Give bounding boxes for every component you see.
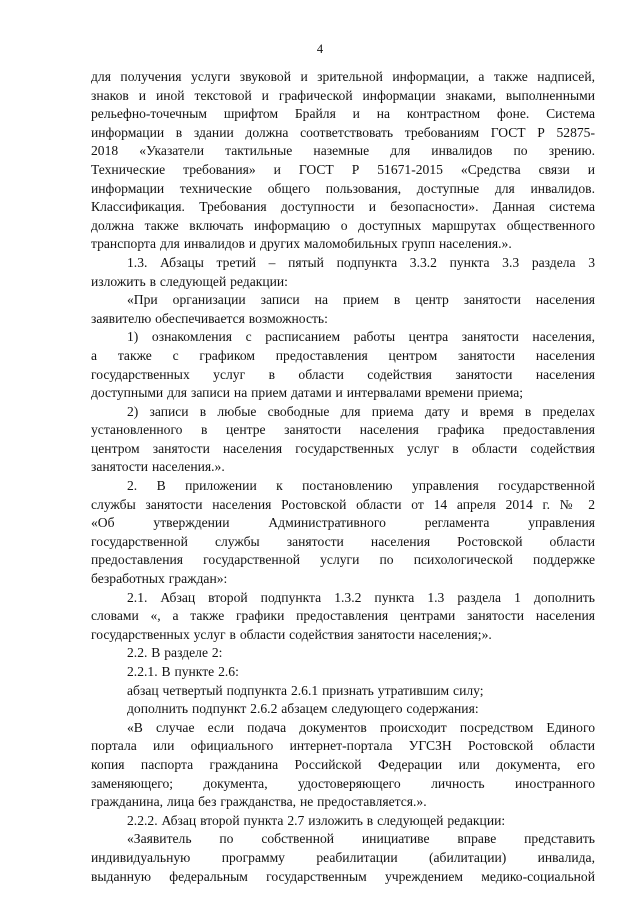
text-line: 2) записи в любые свободные для приема дату и время в пределах: [127, 403, 595, 419]
text-line: службы занятости населения Ростовской области от 14 апреля 2014 г. № 2: [91, 496, 595, 512]
text-line: «Об утверждении Административного регламента управления: [91, 515, 595, 531]
text-line: 1.3. Абзацы третий – пятый подпункта 3.3.2 пункта 3.3 раздела 3: [127, 254, 595, 270]
page-number: 4: [316, 42, 324, 56]
text-line: информации технические общего пользования, доступные для инвалидов.: [91, 180, 595, 196]
text-line: 2.2.2. Абзац второй пункта 2.7 изложить в следующей редакции:: [127, 812, 506, 828]
text-line: словами «, а также графики предоставления центрами занятости населения: [91, 608, 595, 624]
text-line: индивидуальную программу реабилитации (абилитации) инвалида,: [91, 849, 595, 865]
text-line: безработных граждан»:: [91, 571, 228, 587]
text-line: транспорта для инвалидов и других маломобильных групп населения.».: [91, 236, 512, 252]
text-line: Технические требования» и ГОСТ Р 51671-2015 «Средства связи и: [91, 161, 595, 177]
text-line: дополнить подпункт 2.6.2 абзацем следующего содержания:: [127, 701, 479, 717]
text-line: копия паспорта гражданина Российской Федерации или документа, его: [91, 756, 595, 772]
text-line: доступными для записи на прием датами и интервалами времени приема;: [91, 385, 524, 401]
text-line: государственных услуг в области содействия занятости населения;».: [91, 626, 492, 642]
text-line: для получения услуги звуковой и зрительной информации, а также надписей,: [91, 69, 595, 84]
text-line: 2. В приложении к постановлению управления государственной: [127, 478, 595, 494]
text-line: установленного в центре занятости населения графика предоставления: [91, 422, 595, 438]
text-line: 2018 «Указатели тактильные наземные для инвалидов по зрению.: [91, 143, 595, 159]
text-line: изложить в следующей редакции:: [91, 273, 288, 289]
text-line: информации в здании должна соответствовать требованиям ГОСТ Р 52875-: [91, 124, 595, 140]
text-line: портала или официального интернет-портала УГСЗН Ростовской области: [91, 738, 595, 754]
text-line: 1) ознакомления с расписанием работы центра занятости населения,: [127, 329, 595, 345]
text-line: рельефно-точечным шрифтом Брайля и на контрастном фоне. Система: [91, 106, 595, 122]
text-line: заявителю обеспечивается возможность:: [91, 310, 328, 326]
text-line: Классификация. Требования доступности и безопасности». Данная система: [91, 199, 595, 215]
text-line: 2.2. В разделе 2:: [127, 645, 223, 661]
text-line: «В случае если подача документов происходит посредством Единого: [127, 719, 595, 735]
text-line: а также с графиком предоставления центром занятости населения: [91, 347, 595, 363]
text-line: «Заявитель по собственной инициативе вправе представить: [127, 831, 595, 847]
text-line: 2.2.1. В пункте 2.6:: [127, 664, 239, 679]
text-line: заменяющего; документа, удостоверяющего личность иностранного: [91, 775, 595, 791]
text-line: занятости населения.».: [91, 459, 225, 475]
text-line: государственной службы занятости населения Ростовской области: [91, 533, 595, 549]
document-body: [91, 68, 595, 886]
text-line: знаков и иной текстовой и графической информации знаками, выполненными: [91, 87, 595, 103]
text-line: 2.1. Абзац второй подпункта 1.3.2 пункта 1.3 раздела 1 дополнить: [127, 589, 595, 605]
text-line: должна также включать информацию о доступных маршрутах общественного: [91, 217, 595, 233]
text-line: абзац четвертый подпункта 2.6.1 признать утратившим силу;: [127, 682, 484, 698]
text-line: государственных услуг в области содействия занятости населения: [91, 366, 595, 382]
text-line: гражданина, лица без гражданства, не предоставляется.».: [91, 794, 427, 810]
text-line: выданную федеральным государственным учреждением медико-социальной: [91, 868, 595, 884]
text-line: «При организации записи на прием в центр занятости населения: [127, 292, 595, 308]
text-line: центром занятости населения государственных услуг в области содействия: [91, 440, 595, 456]
text-line: предоставления государственной услуги по психологической поддержке: [91, 552, 595, 568]
